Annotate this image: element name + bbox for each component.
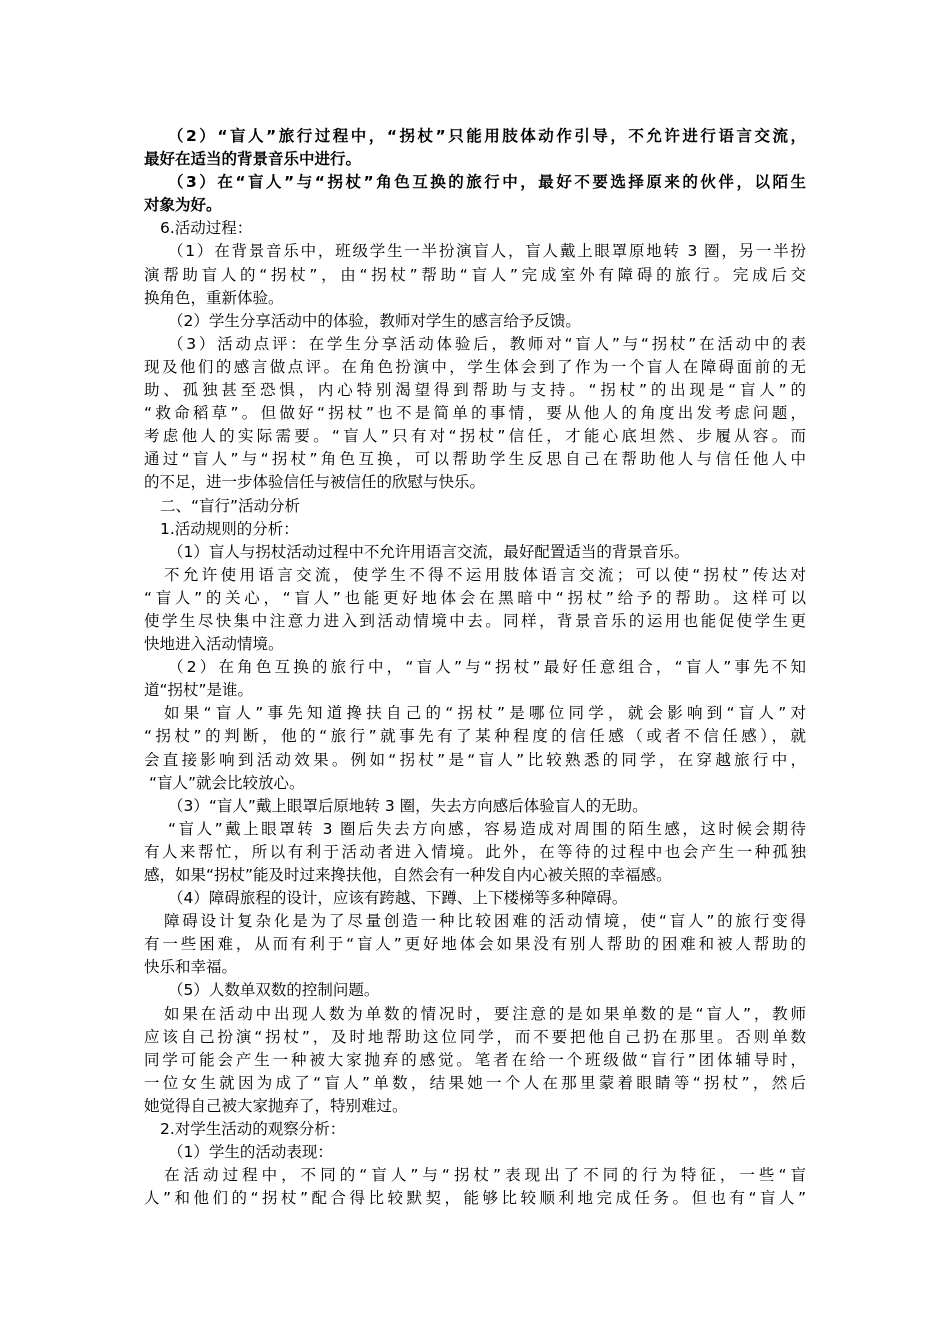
paragraph-line: （1）在背景音乐中，班级学生一半扮演盲人，盲人戴上眼罩原地转 3 圈，另一半扮 <box>168 242 806 261</box>
paragraph-line: 演帮助盲人的“拐杖”，由“拐杖”帮助“盲人”完成室外有障碍的旅行。完成后交 <box>144 265 806 284</box>
paragraph-line: 有人来帮忙，所以有利于活动者进入情境。此外，在等待的过程中也会产生一种孤独 <box>144 842 806 861</box>
document-page <box>144 125 806 1210</box>
paragraph-line: 障碍设计复杂化是为了尽量创造一种比较困难的活动情境，使“盲人”的旅行变得 <box>164 912 806 931</box>
paragraph-line: 感，如果“拐杖”能及时过来搀扶他，自然会有一种发自内心被关照的幸福感。 <box>144 866 672 884</box>
paragraph-line: 通过“盲人”与“拐杖”角色互换，可以帮助学生反思自己在帮助他人与信任他人中 <box>144 450 806 469</box>
paragraph-line: 在活动过程中，不同的“盲人”与“拐杖”表现出了不同的行为特征，一些“盲 <box>164 1166 806 1185</box>
paragraph-line: 的不足，进一步体验信任与被信任的欣慰与快乐。 <box>144 473 486 492</box>
paragraph-line: （4）障碍旅程的设计，应该有跨越、下蹲、上下楼梯等多种障碍。 <box>168 889 628 908</box>
rule-3-line-1: （3）在“盲人”与“拐杖”角色互换的旅行中，最好不要选择原来的伙伴，以陌生 <box>168 173 806 192</box>
paragraph-line: （5）人数单双数的控制问题。 <box>168 981 380 1000</box>
paragraph-line: 考虑他人的实际需要。“盲人”只有对“拐杖”信任，才能心底坦然、步履从容。而 <box>144 427 806 446</box>
paragraph-line: 快乐和幸福。 <box>144 958 238 977</box>
rule-2-line-1: （2）“盲人”旅行过程中，“拐杖”只能用肢体动作引导，不允许进行语言交流， <box>168 127 806 145</box>
paragraph-line: （3）活动点评：在学生分享活动体验后，教师对“盲人”与“拐杖”在活动中的表 <box>168 334 806 353</box>
paragraph-line: “盲人”戴上眼罩转 3 圈后失去方向感，容易造成对周围的陌生感，这时候会期待 <box>168 819 806 838</box>
paragraph-line: 应该自己扮演“拐杖”，及时地帮助这位同学，而不要把他自己扔在那里。否则单数 <box>144 1027 806 1046</box>
paragraph-line: （1）盲人与拐杖活动过程中不允许用语言交流，最好配置适当的背景音乐。 <box>168 542 690 561</box>
paragraph-line: （2）学生分享活动中的体验，教师对学生的感言给予反馈。 <box>168 311 581 330</box>
paragraph-line: （3）“盲人”戴上眼罩后原地转 3 圈，失去方向感后体验盲人的无助。 <box>168 796 648 815</box>
paragraph-line: “盲人”的关心，“盲人”也能更好地体会在黑暗中“拐杖”给予的帮助。这样可以 <box>144 588 806 607</box>
subsection-heading-rules: 1.活动规则的分析： <box>160 519 299 538</box>
section-heading-analysis: 二、“盲行”活动分析 <box>160 496 301 515</box>
paragraph-line: 快地进入活动情境。 <box>144 635 284 654</box>
paragraph-line: 同学可能会产生一种被大家抛弃的感觉。笔者在给一个班级做“盲行”团体辅导时， <box>144 1050 806 1069</box>
rule-3-line-2: 对象为好。 <box>144 196 222 215</box>
paragraph-line: （1）学生的活动表现： <box>168 1143 333 1162</box>
paragraph-line: 她觉得自己被大家抛弃了，特别难过。 <box>144 1096 408 1115</box>
paragraph-line: 道“拐杖”是谁。 <box>144 681 254 700</box>
paragraph-line: 现及他们的感言做点评。在角色扮演中，学生体会到了作为一个盲人在障碍面前的无 <box>144 357 806 376</box>
paragraph-line: 换角色，重新体验。 <box>144 288 284 307</box>
paragraph-line: “拐杖”的判断，他的“旅行”就事先有了某种程度的信任感（或者不信任感），就 <box>144 727 806 746</box>
paragraph-line: （2）在角色互换的旅行中，“盲人”与“拐杖”最好任意组合，“盲人”事先不知 <box>168 658 806 677</box>
paragraph-line: 助、孤独甚至恐惧，内心特别渴望得到帮助与支持。“拐杖”的出现是“盲人”的 <box>144 381 806 400</box>
paragraph-line: 如果“盲人”事先知道搀扶自己的“拐杖”是哪位同学，就会影响到“盲人”对 <box>164 704 806 723</box>
paragraph-line: “盲人”就会比较放心。 <box>149 773 305 792</box>
paragraph-line: 使学生尽快集中注意力进入到活动情境中去。同样，背景音乐的运用也能促使学生更 <box>144 611 806 630</box>
paragraph-line: 人”和他们的“拐杖”配合得比较默契，能够比较顺利地完成任务。但也有“盲人” <box>144 1189 806 1208</box>
paragraph-line: 一位女生就因为成了“盲人”单数，结果她一个人在那里蒙着眼睛等“拐杖”，然后 <box>144 1073 806 1092</box>
paragraph-line: 不允许使用语言交流，使学生不得不运用肢体语言交流；可以使“拐杖”传达对 <box>164 565 806 584</box>
rule-2-line-2: 最好在适当的背景音乐中进行。 <box>144 150 362 169</box>
paragraph-line: 会直接影响到活动效果。例如“拐杖”是“盲人”比较熟悉的同学，在穿越旅行中， <box>144 750 806 769</box>
section-heading-activity-process: 6.活动过程： <box>160 219 253 238</box>
paragraph-line: 有一些困难，从而有利于“盲人”更好地体会如果没有别人帮助的困难和被人帮助的 <box>144 935 806 954</box>
paragraph-line: 如果在活动中出现人数为单数的情况时，要注意的是如果单数的是“盲人”，教师 <box>164 1004 806 1023</box>
paragraph-line: “救命稻草”。但做好“拐杖”也不是简单的事情，要从他人的角度出发考虑问题， <box>144 404 806 423</box>
subsection-heading-observation: 2.对学生活动的观察分析： <box>160 1120 346 1139</box>
